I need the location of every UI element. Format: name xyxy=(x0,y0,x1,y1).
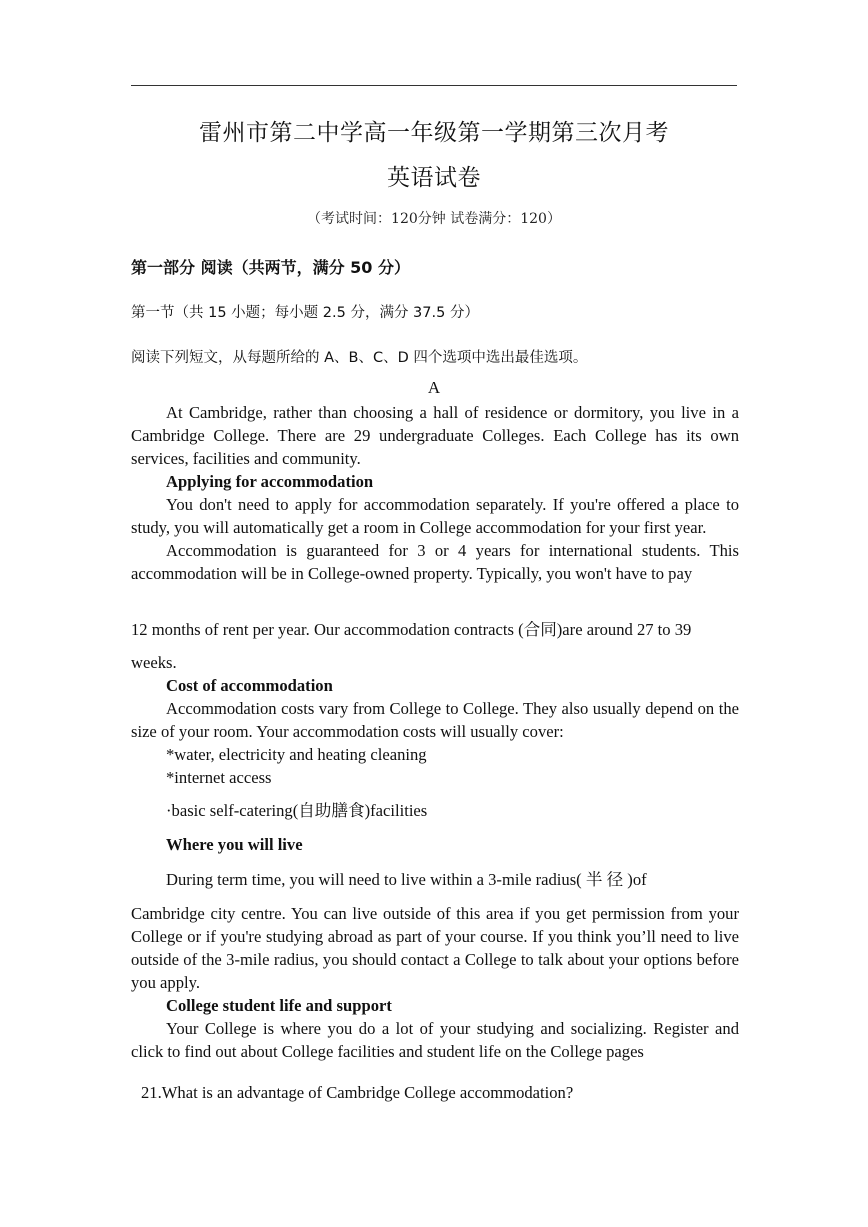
passage-block-2 xyxy=(131,651,739,789)
paragraph-applying: You don't need to apply for accommodation separately. If you're offered a place to study, you will automatically get a room in College accommodation for your first year. xyxy=(131,495,739,537)
passage-line-term xyxy=(131,868,739,891)
paragraph-rent: 12 months of rent per year. Our accommodation contracts (合同)are around 27 to 39 xyxy=(131,620,692,639)
heading-cost: Cost of accommodation xyxy=(166,676,333,695)
paragraph-radius: Cambridge city centre. You can live outside of this area if you get permission from your College or if you're studying abroad as part of your course. If you think you’ll need to live outside of the 3-mile radius, you should contact a College to talk about your options before you apply. xyxy=(131,904,739,992)
exam-title: 雷州市第二中学高一年级第一学期第三次月考 xyxy=(199,120,669,146)
part-heading: 第一部分 阅读（共两节，满分 50 分） xyxy=(131,258,410,277)
section-heading: 第一节（共 15 小题；每小题 2.5 分，满分 37.5 分） xyxy=(131,305,479,321)
heading-where: Where you will live xyxy=(166,835,303,854)
question-21: 21.What is an advantage of Cambridge College accommodation? xyxy=(141,1083,574,1102)
passage-line-where xyxy=(131,833,739,856)
passage-block-1 xyxy=(131,401,739,585)
paragraph-term: During term time, you will need to live within a 3-mile radius( 半 径 )of xyxy=(166,870,647,889)
passage-line-catering xyxy=(131,799,739,822)
paragraph-cost: Accommodation costs vary from College to College. They also usually depend on the size of your room. Your accommodation costs will usually cover: xyxy=(131,699,739,741)
cost-item-catering: ·basic self-catering(自助膳食)facilities xyxy=(166,801,428,820)
heading-applying: Applying for accommodation xyxy=(166,472,374,491)
passage-line-rent xyxy=(131,618,739,641)
exam-info: （考试时间：120分钟 试卷满分：120） xyxy=(307,211,561,227)
passage-label: A xyxy=(427,378,441,397)
paragraph-student-life: Your College is where you do a lot of your studying and socializing. Register and click to find out about College facilities and student life on the College pages xyxy=(131,1019,739,1061)
paragraph-weeks: weeks. xyxy=(131,653,177,672)
instruction: 阅读下列短文，从每题所给的 A、B、C、D 四个选项中选出最佳选项。 xyxy=(131,350,588,366)
header-rule xyxy=(131,85,737,86)
passage-intro: At Cambridge, rather than choosing a hall of residence or dormitory, you live in a Cambridge College. There are 29 undergraduate Colleges. Each College has its own services, facilities and community. xyxy=(131,403,739,468)
heading-student-life: College student life and support xyxy=(166,996,392,1015)
exam-subtitle: 英语试卷 xyxy=(387,165,481,191)
paragraph-guarantee: Accommodation is guaranteed for 3 or 4 years for international students. This accommodation will be in College-owned property. Typically, you won't have to pay xyxy=(131,541,739,583)
cost-item-internet: *internet access xyxy=(166,768,272,787)
passage-block-3 xyxy=(131,902,739,1063)
cost-item-utilities: *water, electricity and heating cleaning xyxy=(166,745,427,764)
